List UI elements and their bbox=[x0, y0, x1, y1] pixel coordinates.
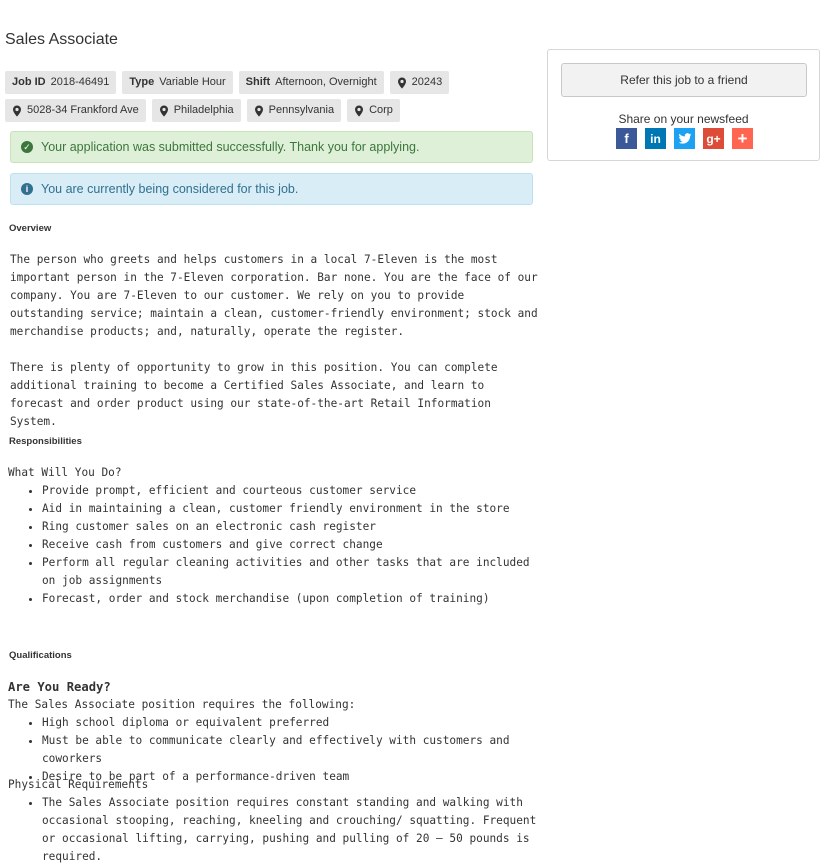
overview-paragraph-2: There is plenty of opportunity to grow in this position. You can complete additional training to become a Certified Sales Associate, and learn to forecast and order product using our state-of-the-art Retail Information System. bbox=[10, 361, 498, 428]
location-pin-icon bbox=[159, 105, 169, 117]
location-type-tag bbox=[347, 99, 400, 122]
tag-value: Afternoon, Overnight bbox=[275, 76, 377, 88]
job-meta-tags bbox=[5, 71, 449, 94]
job-id-tag bbox=[5, 71, 116, 94]
list-item: • Forecast, order and stock merchandise (upon completion of training) bbox=[42, 590, 542, 608]
tag-value: 20243 bbox=[411, 76, 443, 88]
overview-label: Overview bbox=[9, 223, 52, 234]
location-pin-icon bbox=[254, 105, 264, 117]
zip-tag bbox=[390, 71, 450, 94]
twitter-icon[interactable] bbox=[674, 128, 695, 149]
list-item: • Receive cash from customers and give correct change bbox=[42, 536, 542, 554]
tag-label: Job ID bbox=[12, 76, 46, 88]
qualifications-intro: The Sales Associate position requires the following: bbox=[8, 698, 356, 711]
responsibilities-list bbox=[8, 482, 542, 608]
tag-label: Shift bbox=[245, 76, 271, 88]
location-pin-icon bbox=[354, 105, 364, 117]
share-icons bbox=[616, 128, 753, 149]
overview-paragraph-1: The person who greets and helps customers in a local 7-Eleven is the most important person in the 7-Eleven corporation. Bar none. You are the face of our company. You are 7-Eleven to our customer. We rely on you to provide outstanding service; maintain a clean, customer-friendly environment; stock and merchandise products; and, naturally, operate the register. bbox=[10, 253, 538, 338]
qualifications-heading: Are You Ready? bbox=[8, 680, 111, 694]
linkedin-icon[interactable]: in bbox=[645, 128, 666, 149]
responsibilities-label: Responsibilities bbox=[9, 436, 82, 447]
address-tag bbox=[5, 99, 146, 122]
list-item: • Desire to be part of a performance-driven team bbox=[42, 768, 552, 786]
facebook-icon[interactable]: f bbox=[616, 128, 637, 149]
success-alert bbox=[10, 131, 533, 163]
tag-label: Type bbox=[129, 76, 155, 88]
type-tag bbox=[122, 71, 232, 94]
info-alert bbox=[10, 173, 533, 205]
list-item: • Provide prompt, efficient and courteous customer service bbox=[42, 482, 542, 500]
tag-value: Corp bbox=[369, 104, 393, 116]
share-panel bbox=[547, 49, 820, 161]
info-alert-text: You are currently being considered for this job. bbox=[41, 182, 299, 196]
list-item: • Ring customer sales on an electronic cash register bbox=[42, 518, 542, 536]
physical-requirements-heading: Physical Requirements bbox=[8, 778, 149, 791]
list-item: • Aid in maintaining a clean, customer friendly environment in the store bbox=[42, 500, 542, 518]
tag-value: 2018-46491 bbox=[50, 76, 110, 88]
city-tag bbox=[152, 99, 241, 122]
physical-requirements-list bbox=[8, 794, 540, 866]
tag-value: Pennsylvania bbox=[268, 104, 335, 116]
responsibilities-intro: What Will You Do? bbox=[8, 466, 122, 479]
google-plus-icon[interactable]: g+ bbox=[703, 128, 724, 149]
success-alert-text: Your application was submitted successfully. Thank you for applying. bbox=[41, 140, 420, 154]
qualifications-label: Qualifications bbox=[9, 650, 72, 661]
addthis-plus-icon[interactable]: + bbox=[732, 128, 753, 149]
list-item: • The Sales Associate position requires constant standing and walking with occasional stooping, reaching, kneeling and crouching/ squatting. Frequent or occasional lifting, carrying, pushing and pulling of 20 – 50 pounds is required. bbox=[42, 794, 540, 866]
list-item: • Must be able to communicate clearly and effectively with customers and coworkers bbox=[42, 732, 552, 768]
job-location-tags bbox=[5, 99, 400, 122]
refer-friend-button[interactable]: Refer this job to a friend bbox=[561, 63, 807, 97]
tag-value: 5028-34 Frankford Ave bbox=[27, 104, 139, 116]
share-label: Share on your newsfeed bbox=[618, 112, 749, 126]
check-circle-icon: ✓ bbox=[21, 141, 33, 153]
location-pin-icon bbox=[397, 77, 407, 89]
tag-value: Variable Hour bbox=[159, 76, 226, 88]
shift-tag bbox=[239, 71, 384, 94]
job-title: Sales Associate bbox=[5, 31, 118, 48]
list-item: • Perform all regular cleaning activities and other tasks that are included on job assignments bbox=[42, 554, 542, 590]
tag-value: Philadelphia bbox=[173, 104, 234, 116]
info-circle-icon: i bbox=[21, 183, 33, 195]
state-tag bbox=[247, 99, 341, 122]
location-pin-icon bbox=[12, 105, 22, 117]
list-item: • High school diploma or equivalent preferred bbox=[42, 714, 552, 732]
